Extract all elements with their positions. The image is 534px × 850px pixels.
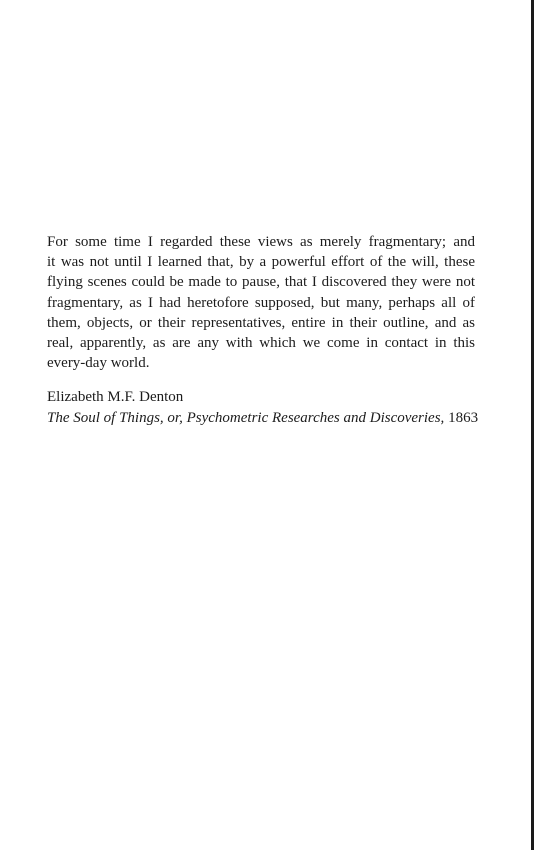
quote-line: it was not until I learned that, by a powerful effort of the will, these: [47, 254, 475, 271]
quote-line: fragmentary, as I had heretofore supposed, but many, perhaps all of: [47, 294, 475, 311]
attribution-source: [47, 408, 479, 428]
source-title: The Soul of Things, or, Psychometric Researches and Discoveries,: [47, 409, 445, 426]
epigraph-attribution: [47, 387, 479, 427]
epigraph-quote: [47, 232, 475, 373]
quote-line: them, objects, or their representatives, entire in their outline, and as: [47, 314, 475, 331]
quote-line: every-day world.: [47, 355, 150, 372]
quote-line: flying scenes could be made to pause, that I discovered they were not: [47, 274, 475, 291]
epigraph: [47, 232, 479, 428]
source-year: 1863: [448, 409, 479, 426]
quote-line: For some time I regarded these views as merely fragmentary; and: [47, 234, 475, 250]
attribution-author: Elizabeth M.F. Denton: [47, 389, 184, 406]
quote-line: real, apparently, as are any with which we come in contact in this: [47, 335, 475, 352]
